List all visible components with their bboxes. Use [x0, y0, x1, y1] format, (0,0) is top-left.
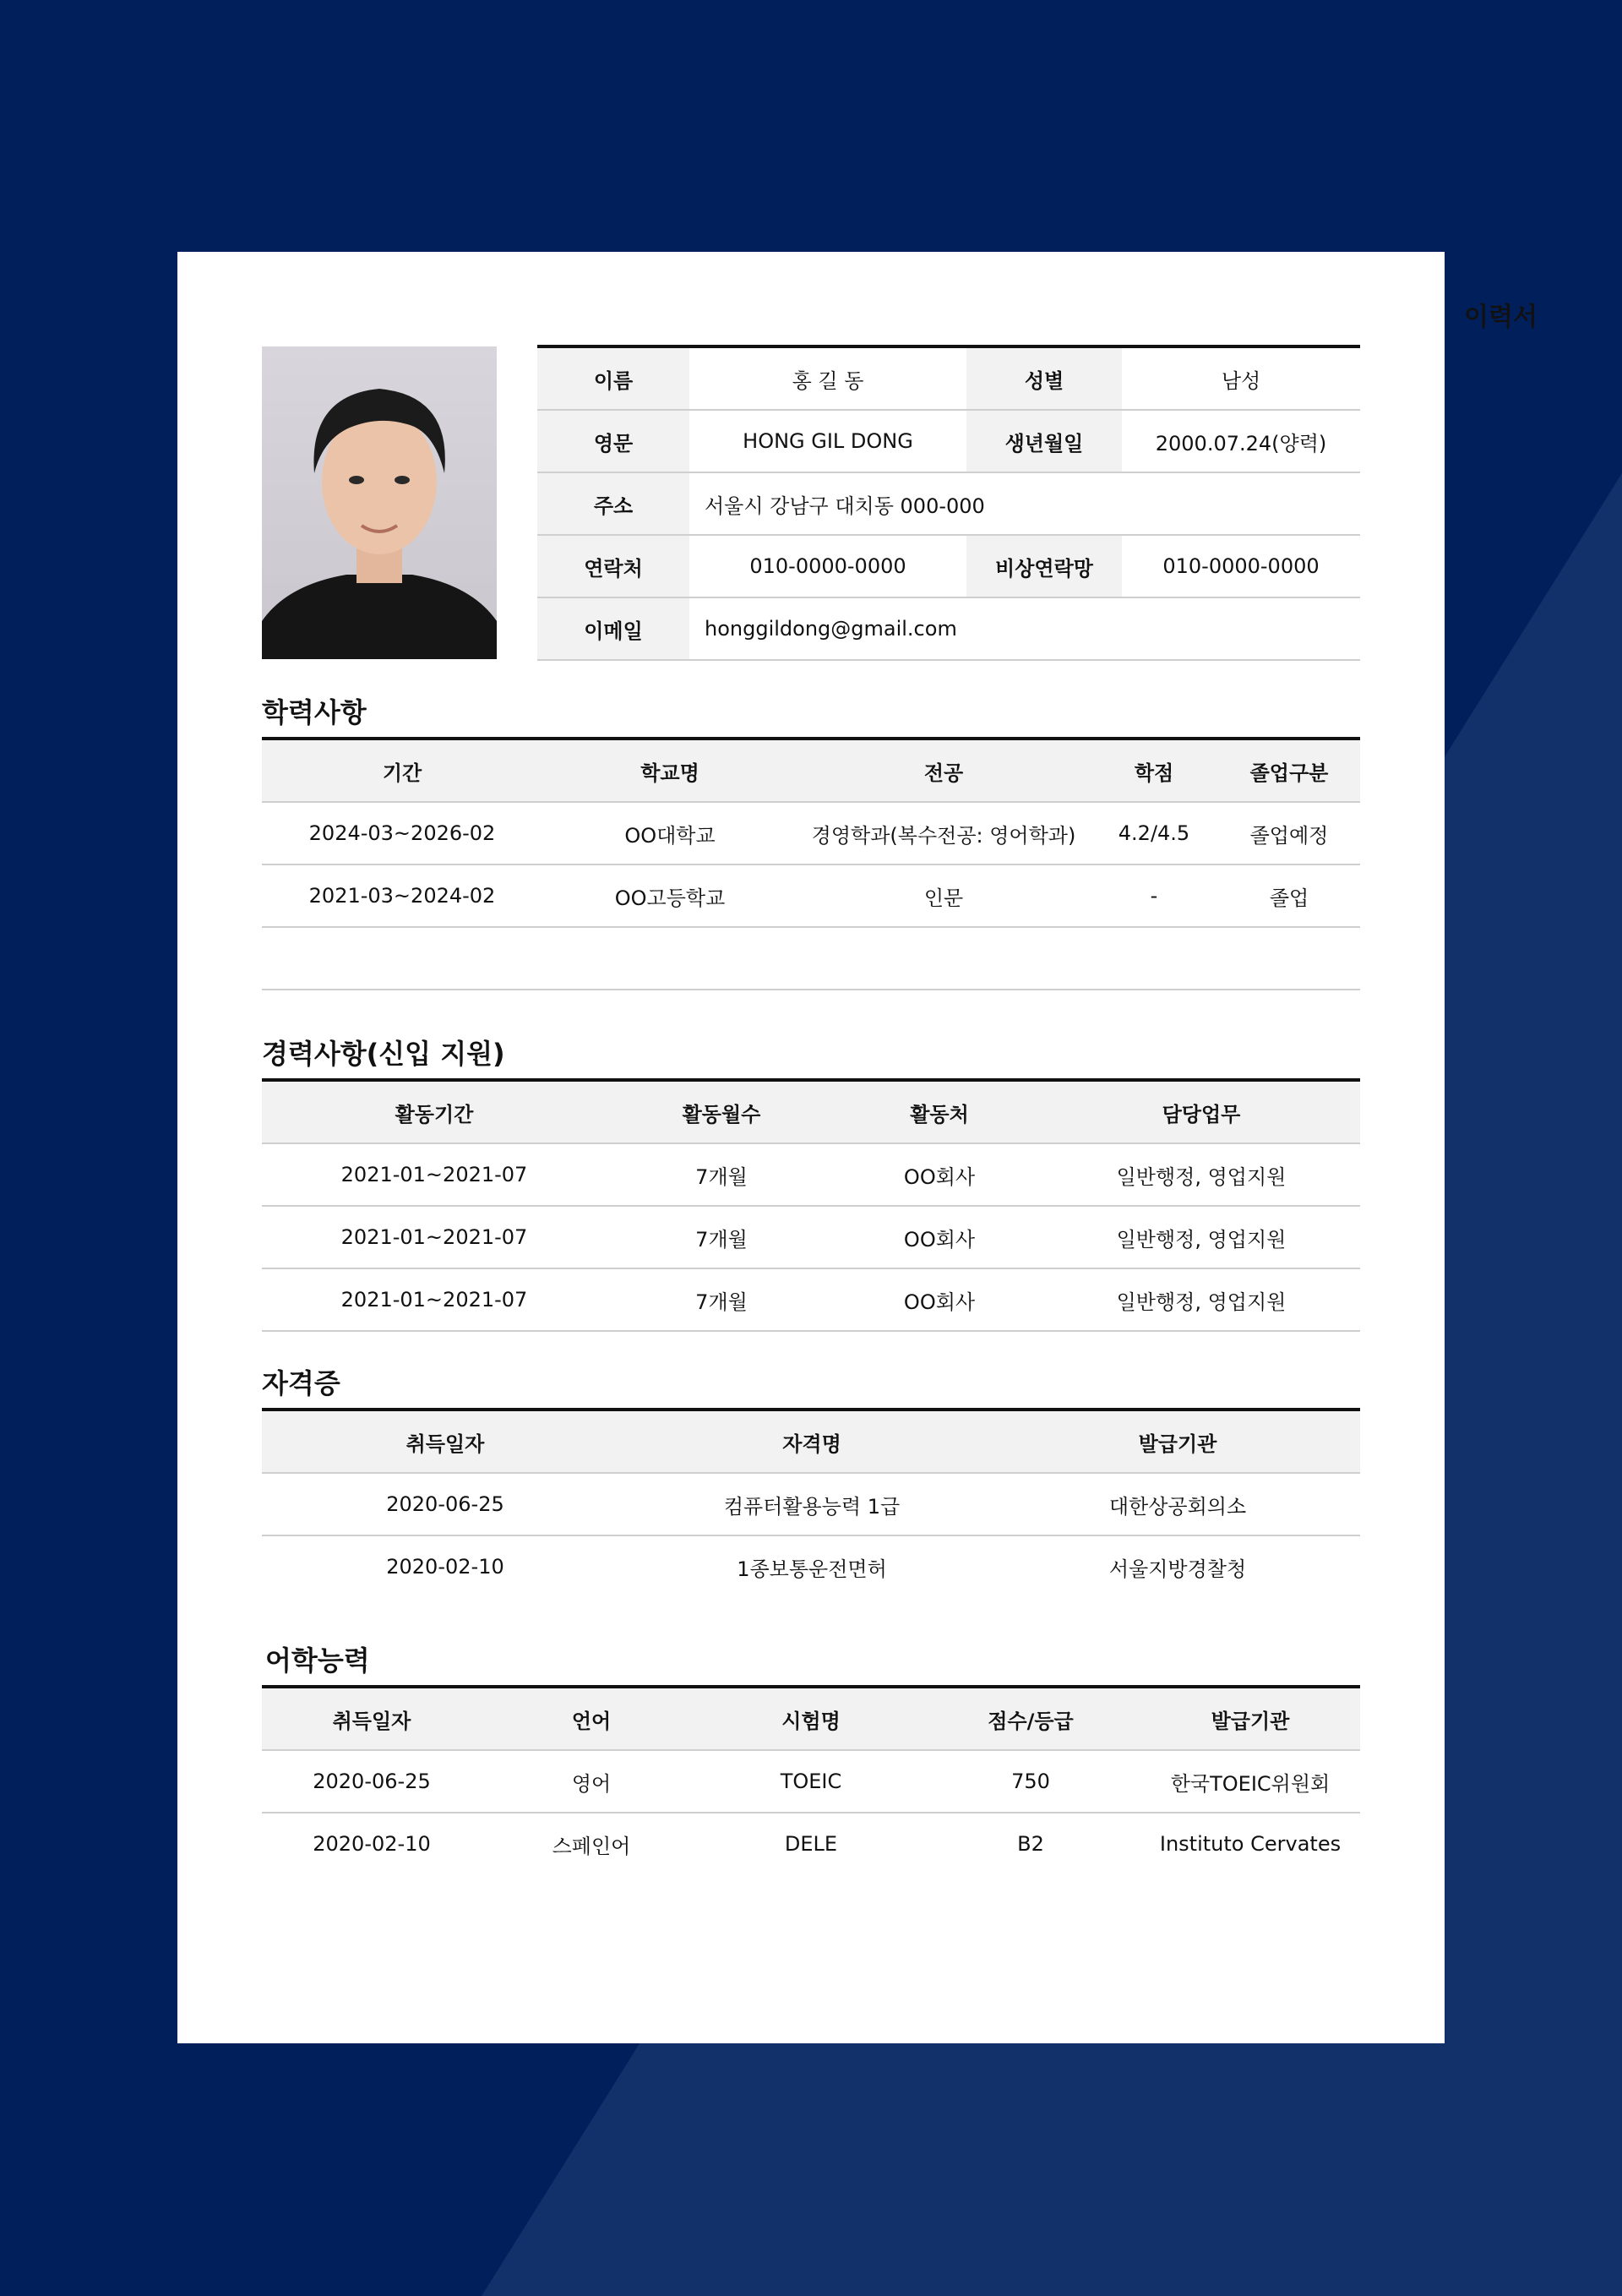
- english-name-value: HONG GIL DONG: [689, 410, 966, 472]
- personal-info-table: [537, 345, 1360, 661]
- column-header: 졸업구분: [1218, 739, 1360, 802]
- table-cell: 일반행정, 영업지원: [1042, 1143, 1360, 1206]
- table-row-empty: [262, 927, 1360, 990]
- table-cell: 경영학과(복수전공: 영어학과): [797, 802, 1090, 864]
- table-row: [262, 1813, 1360, 1874]
- column-header: 활동기간: [262, 1080, 607, 1143]
- table-row: [262, 1535, 1360, 1597]
- table-cell: 졸업예정: [1218, 802, 1360, 864]
- column-header: 언어: [482, 1687, 701, 1750]
- column-header: 학교명: [542, 739, 797, 802]
- table-row: [262, 1206, 1360, 1268]
- document-title: 이력서: [1464, 303, 1538, 332]
- table-cell: OO회사: [836, 1143, 1042, 1206]
- table-cell: 7개월: [607, 1143, 836, 1206]
- experience-table: [262, 1078, 1360, 1332]
- gender-value: 남성: [1122, 346, 1360, 410]
- info-row: [537, 472, 1360, 535]
- emergency-value: 010-0000-0000: [1122, 535, 1360, 597]
- table-cell: 스페인어: [552, 1834, 631, 1858]
- table-cell: 대한상공회의소: [995, 1473, 1360, 1535]
- name-label: 이름: [537, 346, 689, 410]
- column-header: 발급기관: [995, 1410, 1360, 1473]
- table-cell: OO대학교: [542, 802, 797, 864]
- certificates-table: [262, 1408, 1360, 1597]
- table-cell: OO회사: [836, 1268, 1042, 1331]
- table-cell: OO회사: [836, 1206, 1042, 1268]
- table-row: [262, 1268, 1360, 1331]
- column-header: 담당업무: [1042, 1080, 1360, 1143]
- info-row: [537, 597, 1360, 660]
- birth-value: 2000.07.24(양력): [1122, 410, 1360, 472]
- birth-label: 생년월일: [966, 410, 1122, 472]
- profile-photo: [262, 346, 497, 659]
- education-title: 학력사항: [262, 696, 367, 728]
- table-cell: 컴퓨터활용능력 1급: [629, 1473, 995, 1535]
- table-cell: 2021-03~2024-02: [262, 864, 542, 927]
- gender-label: 성별: [966, 346, 1122, 410]
- experience-title: 경력사항(신입 지원): [262, 1038, 505, 1070]
- table-cell: 2024-03~2026-02: [262, 802, 542, 864]
- education-table: [262, 737, 1360, 990]
- column-header: 시험명: [701, 1687, 921, 1750]
- address-value: 서울시 강남구 대치동 000-000: [689, 472, 1360, 535]
- column-header: 활동월수: [607, 1080, 836, 1143]
- table-cell: 2020-02-10: [313, 1832, 431, 1856]
- table-cell: 서울지방경찰청: [1108, 1557, 1247, 1581]
- table-cell: 7개월: [607, 1268, 836, 1331]
- table-row: [262, 1473, 1360, 1535]
- table-cell: -: [1090, 864, 1218, 927]
- table-cell: 2020-06-25: [262, 1473, 629, 1535]
- table-header-row: [262, 1687, 1360, 1750]
- column-header: 발급기관: [1140, 1687, 1360, 1750]
- column-header: 취득일자: [262, 1410, 629, 1473]
- table-cell: 2021-01~2021-07: [262, 1206, 607, 1268]
- column-header: 학점: [1090, 739, 1218, 802]
- name-value: 홍 길 동: [689, 346, 966, 410]
- info-row: [537, 410, 1360, 472]
- table-cell: DELE: [784, 1832, 838, 1856]
- email-label: 이메일: [537, 597, 689, 660]
- table-header-row: [262, 1410, 1360, 1473]
- resume-paper: [177, 252, 1538, 2043]
- email-value: honggildong@gmail.com: [689, 597, 1360, 660]
- languages-table: [262, 1685, 1360, 1874]
- table-cell: 2021-01~2021-07: [262, 1143, 607, 1206]
- info-row: [537, 535, 1360, 597]
- column-header: 자격명: [629, 1410, 995, 1473]
- table-header-row: [262, 739, 1360, 802]
- table-cell: 2020-02-10: [386, 1555, 504, 1579]
- table-cell: 영어: [482, 1750, 701, 1813]
- certificates-title: 자격증: [262, 1367, 340, 1399]
- table-cell: B2: [1017, 1832, 1044, 1856]
- table-row: [262, 864, 1360, 927]
- column-header: 취득일자: [262, 1687, 482, 1750]
- table-row: [262, 802, 1360, 864]
- table-cell: OO고등학교: [542, 864, 797, 927]
- info-row: [537, 346, 1360, 410]
- phone-label: 연락처: [537, 535, 689, 597]
- table-cell: Instituto Cervates: [1159, 1832, 1342, 1856]
- table-cell: 7개월: [607, 1206, 836, 1268]
- table-header-row: [262, 1080, 1360, 1143]
- column-header: 점수/등급: [921, 1687, 1140, 1750]
- phone-value: 010-0000-0000: [689, 535, 966, 597]
- emergency-label: 비상연락망: [966, 535, 1122, 597]
- english-name-label: 영문: [537, 410, 689, 472]
- table-cell: 한국TOEIC위원회: [1140, 1750, 1360, 1813]
- table-cell: 750: [921, 1750, 1140, 1813]
- table-cell: 1종보통운전면허: [737, 1557, 887, 1581]
- column-header: 기간: [262, 739, 542, 802]
- table-cell: 일반행정, 영업지원: [1042, 1268, 1360, 1331]
- table-cell: 인문: [797, 864, 1090, 927]
- table-cell: 4.2/4.5: [1090, 802, 1218, 864]
- table-row: [262, 1143, 1360, 1206]
- table-cell: 2021-01~2021-07: [262, 1268, 607, 1331]
- languages-title: 어학능력: [265, 1644, 370, 1677]
- table-cell: 2020-06-25: [262, 1750, 482, 1813]
- address-label: 주소: [537, 472, 689, 535]
- table-cell: 일반행정, 영업지원: [1042, 1206, 1360, 1268]
- column-header: 활동처: [836, 1080, 1042, 1143]
- table-cell: TOEIC: [701, 1750, 921, 1813]
- table-cell: 졸업: [1218, 864, 1360, 927]
- table-row: [262, 1750, 1360, 1813]
- column-header: 전공: [797, 739, 1090, 802]
